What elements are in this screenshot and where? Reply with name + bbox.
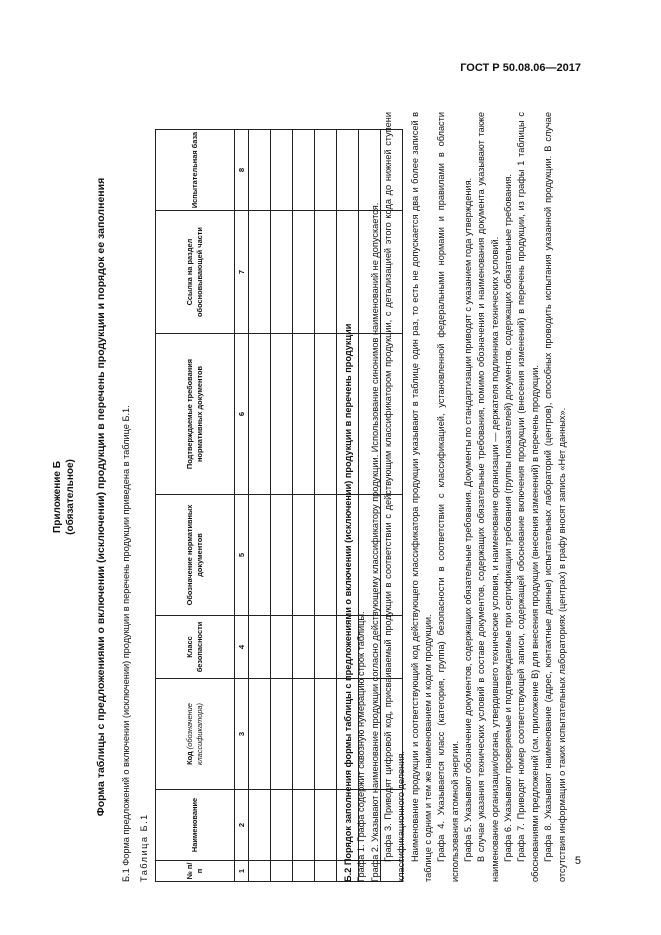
- section-b2: [342, 112, 569, 882]
- paragraph: Наименование продукции и соответствующий код действующего классификатора продукции указывают в таблице один раз, то есть не допускается два и более записей в таблице с одним и тем же наименованием и кодом продукции.: [409, 112, 434, 882]
- table-row: [315, 130, 337, 882]
- intro-text: Б.1 Форма предложений о включении (исключении) продукции в перечень продукции приведена в таблице Б.1.: [121, 405, 131, 882]
- table-cell: [315, 861, 337, 882]
- col-header-number: № п/п: [156, 861, 235, 882]
- rotated-page-content: [52, 112, 572, 882]
- table-cell: [249, 679, 271, 790]
- paragraph: Графа 7. Приводят номер соответствующей записи, содержащей обоснование включения продукции (внесения изменений) в перечень продукции, из графы 1 таблицы с обоснованиями предложений (см. приложение В) для внесения продукции (внесения изменений) в перечень продукции.: [516, 112, 540, 882]
- table-cell: 5: [235, 495, 249, 616]
- table-cell: 2: [235, 790, 249, 861]
- table-cell: [271, 495, 293, 616]
- table-cell: 8: [235, 130, 249, 211]
- paragraph: Графа 8. Указывают наименование (адрес, контактные данные) испытательных лабораторий (центров), способных проводить испытания указанной продукции. В случае отсутствия информации о таких испытательных лабораториях (центрах) в графу вносят запись «Нет данных».: [543, 112, 567, 882]
- page-number: 5: [574, 855, 581, 867]
- paragraph: Графа 6. Указывают проверяемые и подтверждаемые при сертификации требования (группы показателей) документов, содержащих обязательные требования.: [503, 174, 514, 862]
- table-cell: [315, 334, 337, 495]
- form-title: Форма таблицы с предложениями о включении (исключении) продукции в перечень продукции и порядок ее заполнения: [95, 177, 107, 817]
- table-number-row: [235, 130, 249, 882]
- table-cell: [293, 861, 315, 882]
- table-cell: [293, 495, 315, 616]
- col-header-section-ref: Ссылка на раздел обосновывающей части: [156, 211, 235, 334]
- col-header-name: Наименование: [156, 790, 235, 861]
- table-cell: [271, 334, 293, 495]
- table-cell: [293, 211, 315, 334]
- table-cell: [271, 679, 293, 790]
- table-cell: [249, 334, 271, 495]
- table-cell: 1: [235, 861, 249, 882]
- table-cell: 7: [235, 211, 249, 334]
- table-cell: [293, 334, 315, 495]
- table-cell: [315, 790, 337, 861]
- table-cell: [271, 130, 293, 211]
- col-header-normative-docs: Обозначение нормативных документов: [156, 495, 235, 616]
- appendix-title: Приложение Б: [52, 461, 63, 533]
- table-row: [271, 130, 293, 882]
- table-cell: [249, 130, 271, 211]
- paragraph: Графа 5. Указывают обозначение документов, содержащих обязательные требования. Документы по стандартизации приводят с указанием года утверждения.: [463, 177, 474, 862]
- table-cell: 3: [235, 679, 249, 790]
- table-row: [249, 130, 271, 882]
- table-cell: [315, 679, 337, 790]
- appendix-subtitle: (обязательное): [64, 459, 76, 535]
- section-heading: Б.2 Порядок заполнения формы таблицы с предложениями о включении (исключении) продукции в перечень продукции: [343, 323, 353, 882]
- paragraph: Графа 4. Указывается класс (категория, группа) безопасности в соответствии с классификацией, установленной федеральными нормами и правилами в области использования атомной энергии.: [436, 112, 460, 882]
- paragraph: Графа 2. Указывают наименование продукции согласно действующему классификатору продукции. Использование синонимов наименований не допускается.: [369, 202, 380, 882]
- table-header-row: [156, 130, 235, 882]
- table-cell: [315, 616, 337, 679]
- table-cell: [249, 790, 271, 861]
- table-cell: 4: [235, 616, 249, 679]
- table-cell: [271, 790, 293, 861]
- table-cell: [315, 130, 337, 211]
- col-header-code: Код (обозначение классификатора): [156, 679, 235, 790]
- table-cell: [293, 790, 315, 861]
- table-row: [293, 130, 315, 882]
- table-cell: [249, 616, 271, 679]
- table-cell: [293, 130, 315, 211]
- table-cell: [293, 679, 315, 790]
- col-header-requirements: Подтверждаемые требования нормативных документов: [156, 334, 235, 495]
- table-cell: [315, 495, 337, 616]
- table-cell: 6: [235, 334, 249, 495]
- col-header-test-base: Испытательная база: [156, 130, 235, 211]
- document-code: ГОСТ Р 50.08.06—2017: [460, 62, 581, 74]
- table-cell: [249, 495, 271, 616]
- table-cell: [271, 616, 293, 679]
- table-cell: [315, 211, 337, 334]
- table-cell: [293, 616, 315, 679]
- col-header-safety-class: Класс безопасности: [156, 616, 235, 679]
- table-cell: [249, 861, 271, 882]
- paragraph: В случае указания технических условий в составе документов, содержащих обязательные требования, помимо обозначения и наименования документа указывают также наименование организации/органа, утвердившего технические условия, и наименование организации — держателя подлинника технических условий.: [476, 112, 500, 882]
- paragraph: Графа 1. Графа содержит сквозную нумерацию строк таблицы.: [356, 611, 367, 882]
- table-cell: [271, 211, 293, 334]
- table-cell: [271, 861, 293, 882]
- paragraph: Графа 3. Приводят цифровой код, присваиваемый продукции в соответствии с действующим классификатором продукции, с детализацией этого кода до нижней ступени классификационного деления.: [383, 112, 407, 882]
- appendix-heading: [52, 112, 77, 882]
- table-cell: [249, 211, 271, 334]
- table-caption: Таблица Б.1: [139, 813, 149, 882]
